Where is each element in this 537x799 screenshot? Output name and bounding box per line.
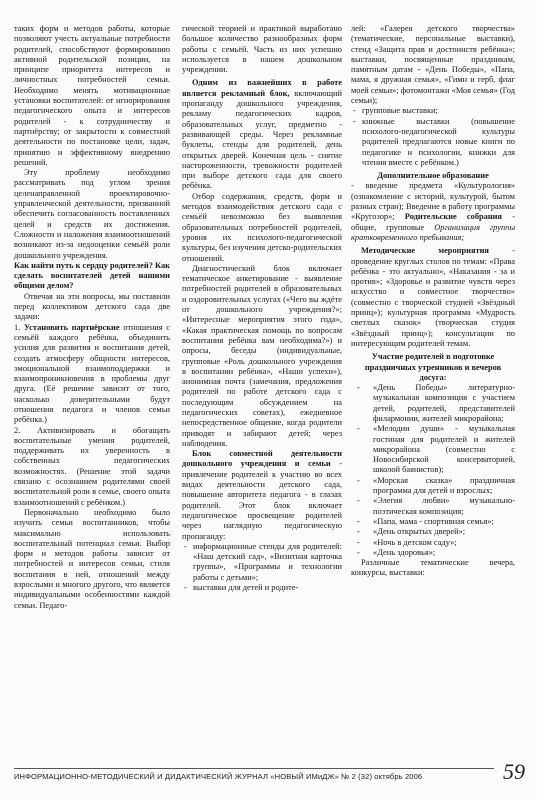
event-item: - «Ночь в детском саду»;: [351, 538, 515, 548]
bold-run: Родительские собрания: [404, 212, 503, 222]
paragraph: [351, 246, 515, 349]
section-heading: Дополнительное образование: [377, 171, 489, 181]
paragraph-text: - общие, групповые: [351, 212, 515, 232]
paragraph-text: - привлечение родителей к участию во всех видах деятельности детского сада, повышение авторитета педагога - в глазах родителей. Этот блок включает педагогическое просвещение родителей через наглядную педагогическую пропаганду:: [182, 459, 342, 541]
list-item: [14, 323, 170, 426]
list-item: - выставки для детей и родите-: [182, 583, 342, 593]
item-lead: Активизировать и обогащать: [37, 425, 170, 435]
paragraph-text: - проведение круглых столов по темам: «Права ребёнка - это актуально», «Наказания - за и против»; «Здоровье и развитие чувств через искусство и совместное творчество» (совместно с творческой студией «Звёздный принц»); культурная программа «Мудрость светлых сказок» (творческая студия «Звёздный принц»); консультации по интересующим родителей темам.: [351, 246, 515, 348]
event-item: - «Мелодии души» - музыкальная гостиная для родителей и жителей микрорайона (совместно с Новосибирской консерваторией, школой баянистов);: [351, 424, 515, 475]
paragraph: [351, 181, 515, 243]
bold-lead: Методические мероприятия: [361, 246, 489, 256]
journal-footer: ИНФОРМАЦИОННО-МЕТОДИЧЕСКИЙ И ДИДАКТИЧЕСКИЙ ЖУРНАЛ «НОВЫЙ ИМиДЖ» № 2 (32) октябрь 2006: [14, 772, 423, 781]
paragraph: Эту проблему необходимо рассматривать под углом зрения целенаправленной проектировочно-управленческой деятельности, призванной обеспечить согласованность поставленных целей и средств их достижения. Сложности и наложения взаимоотношений возникают из-за недооценки семьёй роли дошкольного учреждения.: [14, 168, 170, 260]
question-heading: Как найти путь к сердцу родителей? Как сделать воспитателей детей нашими общими делом?: [14, 260, 170, 291]
bold-lead: Одним из важнейших в работе является рекламный блок,: [182, 78, 342, 98]
paragraph: Диагностический блок включает тематическое анкетирование - выявление потребностей родителей в образовательных и оздоровительных услугах («Чего вы ждёте от дошкольного учреждения?»; «Интересные мероприятия этого года», «Какая практическая помощь по вопросам воспитания ребёнка вам необходима?») и опросы, беседы (индивидуальные, групповые «Роль дошкольного учреждения в воспитании ребёнка», «Наши успехи»), анонимная почта (замечания, предложения родителей по работе детского сада с последующим обсуждением на педагогических советах), ежедневное непосредственное общение, когда родители приводят и забирают детей; через наблюдения.: [182, 263, 342, 448]
event-item: - «День открытых дверей»;: [351, 527, 515, 537]
paragraph: [182, 78, 342, 191]
paragraph: Первоначально необходимо было изучить семьи воспитанников, чтобы максимально использовать воспитательный потенциал семьи. Выбор форм и методов работы зависит от потребностей и интересов семьи, стиля воспитания в ней, отношений между взрослыми и многого другого, что является индивидуальными особенностями каждой семьи. Педаго-: [14, 507, 170, 610]
event-item: - «День здоровья»;: [351, 548, 515, 558]
item-number: 1.: [14, 322, 21, 332]
paragraph: [182, 449, 342, 542]
section-heading: Участие родителей в подготовке праздничных утренников и вечеров досуга:: [364, 352, 502, 382]
event-item: - «Папа, мама - спортивная семья»;: [351, 517, 515, 527]
event-item: - «День Победы» литературно-музыкальная композиция с участием детей, родителей, представителей филармонии, жителей микрорайона;: [351, 383, 515, 424]
bullet-list: [182, 542, 342, 593]
list-item: - групповые выставки;: [351, 106, 515, 116]
paragraph: Отбор содержания, средств, форм и методов взаимодействия детского сада с семьёй невозможно без выявления образовательных потребностей родителей, уровня их психолого-педагогической культуры, без изучения детско-родительских отношений.: [182, 191, 342, 263]
list-item: [14, 426, 170, 508]
event-item: - «Элегия любви» музыкально-поэтическая композиция;: [351, 496, 515, 517]
column-right: [351, 24, 515, 752]
item-text: воспитательные умения родителей, поддерживать их уверенность в собственных педагогических возможностях. (Решение этой задачи связано с осознанием родителями своей воспитательной роли в семье, своего опыта взаимоотношений с ребёнком.): [14, 435, 170, 507]
bullet-list: [351, 106, 515, 168]
paragraph: таких форм и методов работы, которые позволяют учесть актуальные потребности родителей, способствуют формированию активной родительской позиции, на принципе приоритета интересов и личностных потребностей семьи. Необходимо менять мотивационные установки воспитателей: от игнорирования педагогического опыта и интересов родителей - к сотрудничеству и партнёрству; от закрытости к совместной деятельности по постановке цели, задач, принятию и эффективному внедрению решений.: [14, 24, 170, 167]
paragraph: лей: «Галерея детского творчества» (тематические, персональные выставки), стенд «Защита прав и достоинств ребёнка»; выставки, посвященные праздникам, памятным датам - «День Победы», «Папа, мама, я дружная семья», «Гимн и герб, флаг моей семьи»; фотомонтажи «Моя семья» (Год семьи);: [351, 24, 515, 106]
item-lead: Установить партнёрские: [23, 322, 120, 332]
paragraph: гической теорией и практикой выработано большое количество разнообразных форм работы с семьёй. Часть из них успешно используется в нашем дошкольном учреждении.: [182, 24, 342, 75]
list-item: - информационные стенды для родителей: «Наш детский сад», «Визитная карточка группы», «Программы и технологии работы с детьми»;: [182, 542, 342, 583]
paragraph: Отвечая на эти вопросы, мы поставили перед коллективом детского сада две задачи:: [14, 291, 170, 322]
paragraph: Различные тематические вечера, конкурсы, выставки:: [351, 558, 515, 578]
paragraph-text: включающий пропаганду дошкольного учреждения, рекламу педагогических кадров, образовательных услуг, предметно - развивающей среды. Через рекламные буклеты, стенды для родителей, день открытых дверей. Конечная цель - снятие настороженности, тревожности родителей при выборе детского сада для своего ребёнка.: [182, 88, 342, 191]
event-item: - «Морская сказка» праздничная программа для детей и взрослых;: [351, 476, 515, 497]
paragraph-text: - введение предмета «Культурология» (ознакомление с историй, культурой, бытом разных стран); Введение в работу программы «Кругозор»;: [351, 181, 515, 222]
page-number: 59: [503, 759, 525, 784]
column-middle: [182, 24, 342, 752]
footer-rule: [14, 768, 494, 769]
bold-lead: Блок совместной деятельности дошкольного учреждения и семьи: [182, 449, 342, 469]
events-list: [351, 383, 515, 558]
column-left: [14, 24, 170, 752]
item-text: отношения с семьёй каждого ребёнка, объединить усилия для развития и воспитания детей, создать атмосферу общности интересов, эмоциональной взаимоподдержки и взаимопроникновения в проблемы друг друга. (Её решение зависит от того, насколько доверительными будут отношения педагога и членов семьи ребёнка.): [14, 322, 170, 425]
list-item: - книжные выставки (повышение психолого-педагогической культуры родителей предлагаются новые книги по педагогике и психологии, книжки для чтения вместе с ребёнком.): [351, 117, 515, 168]
item-number: 2.: [14, 425, 21, 435]
italic-run: Организация группы кратковременного пребывания;: [351, 222, 515, 242]
